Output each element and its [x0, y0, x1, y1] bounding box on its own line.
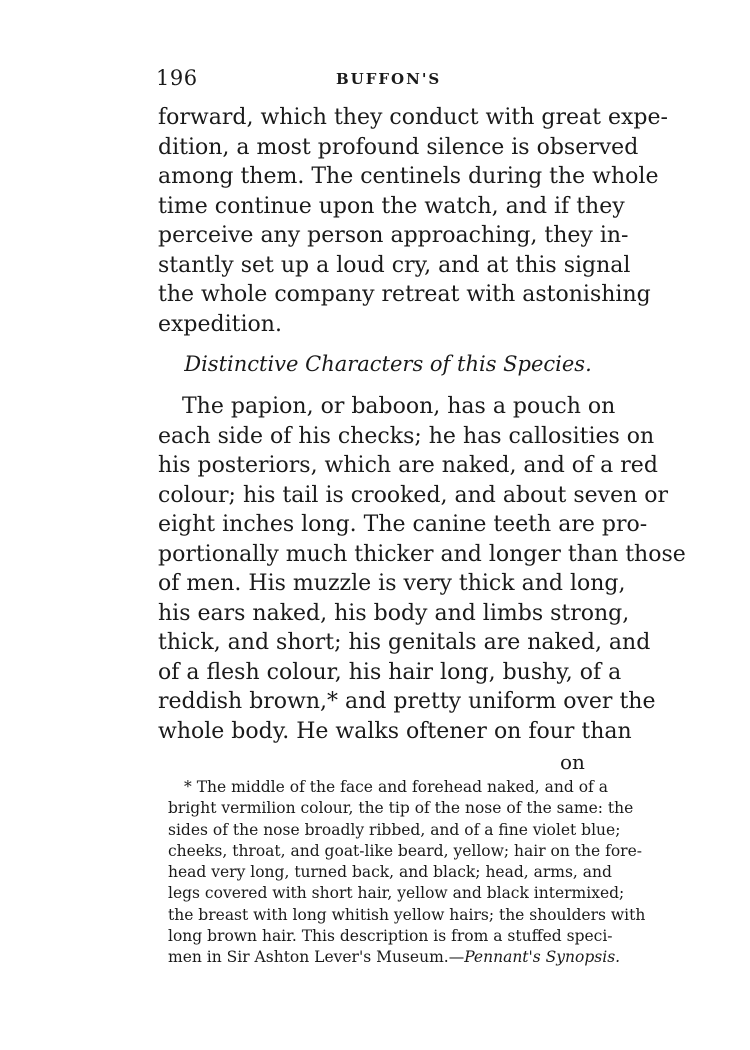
footnote-text: men in Sir Ashton Lever's Museum.—	[168, 948, 465, 967]
text-line: colour; his tail is crooked, and about seven or	[158, 482, 669, 508]
text-line: the whole company retreat with astonishing	[158, 282, 651, 307]
footnote-line: long brown hair. This description is from a stuffed speci-	[168, 927, 613, 946]
text-line: reddish brown,* and pretty uniform over the	[158, 689, 656, 714]
text-line: forward, which they conduct with great expe-	[158, 105, 668, 130]
footnote-last-line	[168, 947, 621, 968]
footnote-line: head very long, turned back, and black; head, arms, and	[168, 863, 612, 882]
text-line: The papion, or baboon, has a pouch on	[182, 394, 616, 419]
running-head: BUFFON'S	[336, 70, 442, 88]
text-line: time continue upon the watch, and if they	[158, 193, 625, 219]
text-line: eight inches long. The canine teeth are pro-	[158, 512, 648, 537]
footnote-line: * The middle of the face and forehead naked, and of a	[184, 778, 608, 796]
catchword: on	[560, 750, 585, 774]
footnote-citation: Pennant's Synopsis.	[464, 948, 621, 967]
text-line: his ears naked, his body and limbs strong,	[158, 600, 630, 626]
text-line: his posteriors, which are naked, and of a red	[158, 453, 658, 478]
paragraph-1	[158, 103, 668, 339]
footnote-line: legs covered with short hair, yellow and black intermixed;	[168, 884, 625, 903]
footnote-line: the breast with long whitish yellow hairs; the shoulders with	[168, 905, 646, 924]
text-line: each side of his checks; he has callosities on	[158, 423, 655, 449]
text-line: expedition.	[158, 311, 282, 337]
text-line: of a flesh colour, his hair long, bushy, of a	[158, 659, 622, 685]
footnote-line: bright vermilion colour, the tip of the nose of the same: the	[168, 799, 634, 818]
paragraph-2	[158, 392, 686, 746]
footnote-line: cheeks, throat, and goat-like beard, yellow; hair on the fore-	[168, 841, 642, 860]
text-line: portionally much thicker and longer than those	[158, 541, 686, 567]
section-heading: Distinctive Characters of this Species.	[184, 352, 592, 376]
text-line: whole body. He walks oftener on four than	[158, 718, 632, 744]
page-header	[156, 66, 596, 96]
text-line: stantly set up a loud cry, and at this signal	[158, 252, 631, 278]
text-line: thick, and short; his genitals are naked, and	[158, 630, 651, 655]
footnote	[168, 777, 646, 969]
page-number: 196	[156, 66, 198, 90]
text-line: among them. The centinels during the whole	[158, 164, 659, 189]
text-line: perceive any person approaching, they in-	[158, 223, 629, 248]
text-line: dition, a most profound silence is observed	[158, 134, 639, 160]
footnote-line: sides of the nose broadly ribbed, and of a fine violet blue;	[168, 820, 621, 839]
text-line: of men. His muzzle is very thick and long,	[158, 571, 626, 596]
